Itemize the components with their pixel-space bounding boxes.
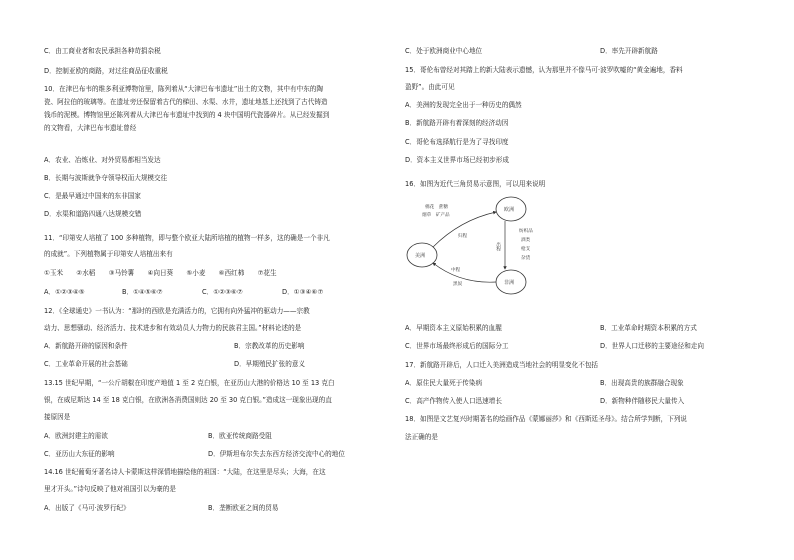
q15-option-a: A．美洲的发现完全出于一种历史的偶然 — [405, 101, 522, 109]
q10-stem-line4: 的文物看，大津巴布韦遗址曾经 — [44, 124, 137, 132]
q9-option-d: D．控制亚欧的商路，对过往商品征收重税 — [44, 67, 168, 75]
q13-stem-line3: 接原因是 — [44, 413, 71, 421]
q14-option-d: D．率先开辟新航路 — [600, 47, 658, 55]
q15-stem-line2: 盈野”。由此可见 — [405, 83, 455, 91]
q12-stem-line2: 动力、思想骚动、经济活力、技术进步和有效动员人力物力的民族君主国。”材料论述的是 — [44, 324, 302, 332]
q15-option-c: C．哥伦布选择航行是为了寻找印度 — [405, 138, 509, 146]
q12-option-d: D．早期殖民扩张的意义 — [234, 360, 306, 368]
goods-right-1: 纺织品 — [519, 229, 533, 234]
q11-option-c: C．①②③⑥⑦ — [202, 288, 243, 296]
label-outward-1: 出程 — [495, 242, 501, 252]
goods-right-3: 枪支 — [521, 247, 531, 252]
q11-stem-line2: 的成就”。下列植物属于印第安人培植出来有 — [44, 250, 173, 258]
q12-option-b: B．宗教改革的历史影响 — [234, 342, 305, 350]
goods-top-line2: 烟草 矿产品 — [422, 213, 450, 218]
q16-option-d: D．世界人口迁移的主要途径和走向 — [600, 342, 704, 350]
q14-option-c: C．处于欧洲商业中心地位 — [405, 47, 483, 55]
q17-option-c: C．高产作物传入使人口迅速增长 — [405, 397, 502, 405]
q16-option-b: B．工业革命时期资本积累的方式 — [600, 324, 697, 332]
q14-option-a: A．出版了《马可·波罗行纪》 — [44, 504, 130, 512]
q12-stem-line1: 12．《全球通史》一书认为：“那时的西欧是充满活力的，它拥有向外猛冲的驱动力——宗教 — [44, 307, 310, 315]
q16-option-c: C．世界市场最终形成后的国际分工 — [405, 342, 509, 350]
q13-option-a: A．欧洲封建主的需欲 — [44, 432, 108, 440]
q17-option-d: D．新物种伴随移民大量传入 — [600, 397, 685, 405]
goods-right-4: 杂货 — [521, 256, 531, 261]
q13-option-d: D．伊斯坦布尔失去东西方经济交流中心的地位 — [208, 450, 345, 458]
label-africa: 非洲 — [504, 280, 515, 286]
q10-option-c: C．是最早通过中国来的东非国家 — [44, 192, 141, 200]
q10-stem-line1: 10．在津巴布韦的维多利亚博物馆里，陈列着从“大津巴布韦遗址”出土的文物，其中有中东的陶 — [44, 85, 323, 93]
label-america: 美洲 — [415, 253, 426, 259]
q11-option-b: B．①④⑤⑥⑦ — [122, 288, 163, 296]
goods-right-2: 酒类 — [521, 238, 531, 243]
triangle-trade-svg — [405, 192, 585, 300]
q11-items: ①玉米 ②水稻 ③马铃薯 ④向日葵 ⑤小麦 ⑥西红柿 ⑦花生 — [44, 269, 277, 277]
q13-stem-line1: 13.15 世纪早期，“一公斤胡椒在印度产地值 1 至 2 克白银，在亚历山大港的价格达 10 至 13 克白 — [44, 379, 335, 387]
q10-option-d: D．水渠和道路四通八达规模交错 — [44, 210, 142, 218]
q11-option-d: D．①③④⑥⑦ — [282, 288, 324, 296]
q12-option-c: C．工业革命开展的社会基础 — [44, 360, 128, 368]
q11-stem-line1: 11．“印第安人培植了 100 多种植物，即与整个欧亚大陆所培植的植物一样多，这的确是一个非凡 — [44, 234, 330, 242]
q16-option-a: A．早期资本主义原始积累的血腥 — [405, 324, 502, 332]
arrow-africa-to-america — [433, 263, 496, 282]
label-return-upper: 归程 — [458, 234, 468, 239]
triangle-trade-diagram — [405, 192, 585, 300]
q17-option-b: B．出现高贵的族群融合现象 — [600, 379, 684, 387]
q10-stem-line3: 钱币的泥模。博物馆里还陈列着从大津巴布韦遗址中找到的 4 块中国明代瓷器碎片。从已经发掘到 — [44, 111, 330, 119]
q18-stem-line2: 法正确的是 — [405, 433, 438, 441]
q18-stem-line1: 18．如图是文艺复兴时期著名的绘画作品《蒙娜丽莎》和《西斯廷圣母》。结合所学判断，下列说 — [405, 415, 688, 423]
label-slaves: 黑奴 — [453, 282, 463, 287]
q13-option-b: B．欧亚传统商路受阻 — [208, 432, 272, 440]
label-middle-passage: 中程 — [451, 268, 461, 273]
q13-option-c: C．亚历山大东征的影响 — [44, 450, 115, 458]
q10-option-b: B．长期与波斯就争夺领导权而大规模交往 — [44, 174, 168, 182]
q14-option-b: B．垄断欧亚之间的贸易 — [208, 504, 279, 512]
q9-option-c: C．由工商业者和农民承担各种苛捐杂税 — [44, 47, 161, 55]
q17-option-a: A．原住民大量死于传染病 — [405, 379, 483, 387]
q13-stem-line2: 银，在威尼斯达 14 至 18 克白银，在欧洲各消费国则达 20 至 30 克白银。”造成这一现象出现的直 — [44, 396, 332, 404]
goods-top-line1: 棉花 蔗糖 — [425, 205, 448, 210]
q10-stem-line2: 瓷、阿拉伯的玻璃等。在遗址旁还保留着古代的梯田、水渠、水井，遗址地基上还找到了古代铸造 — [44, 98, 328, 106]
q15-option-b: B．新航路开辟有着深刻的经济动因 — [405, 119, 509, 127]
q15-option-d: D．资本主义世界市场已经初步形成 — [405, 156, 509, 164]
q16-stem: 16．如图为近代三角贸易示意图，可以用来说明 — [405, 180, 546, 188]
q12-option-a: A．新航路开辟的原因和条件 — [44, 342, 128, 350]
label-europe: 欧洲 — [504, 207, 515, 213]
q15-stem-line1: 15．哥伦布曾经对其踏上的新大陆表示遗憾，认为那里并不像马可·波罗吹嘘的“黄金遍地，香料 — [405, 66, 683, 74]
q10-option-a: A．农业、冶炼业、对外贸易都相当发达 — [44, 156, 161, 164]
q11-option-a: A．①②③④⑤ — [44, 288, 85, 296]
q17-stem: 17．新航路开辟后，人口迁入美洲造成当地社会的明显变化不包括 — [405, 361, 599, 369]
q14-stem-line1: 14.16 世纪葡萄牙著名诗人卡蒙斯这样深情地描绘他的祖国：“大陆，在这里是尽头；大海，在这 — [44, 468, 326, 476]
q14-stem-line2: 里才开头。”诗句反映了他对祖国引以为豪的是 — [44, 485, 176, 493]
